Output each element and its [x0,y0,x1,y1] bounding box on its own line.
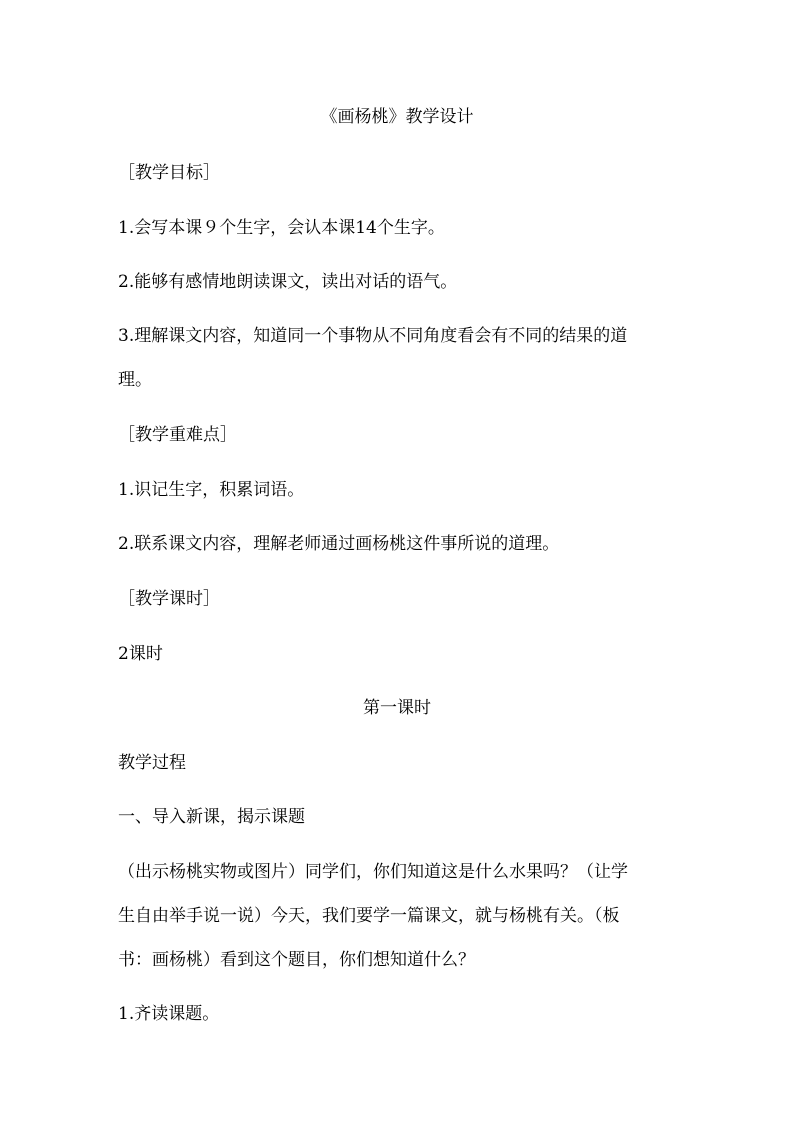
section-heading-key-points: ［教学重难点］ [118,425,237,445]
class-hours: 2课时 [118,644,163,664]
paragraph-1-line-2: 生自由举手说一说）今天，我们要学一篇课文，就与杨桃有关。（板 [118,906,620,926]
goal-item-1: 1.会写本课９个生字，会认本课14个生字。 [118,218,445,238]
goal-item-3-line-2: 理。 [118,370,152,390]
goal-item-2: 2.能够有感情地朗读课文，读出对话的语气。 [118,272,458,292]
section-heading-hours: ［教学课时］ [118,589,220,609]
paragraph-1-line-1: （出示杨桃实物或图片）同学们，你们知道这是什么水果吗？（让学 [118,862,628,882]
section-heading-goals: ［教学目标］ [118,163,220,183]
goal-item-3-line-1: 3.理解课文内容，知道同一个事物从不同角度看会有不同的结果的道 [118,326,628,346]
key-point-1: 1.识记生字，积累词语。 [118,480,305,500]
paragraph-1-line-3: 书：画杨桃）看到这个题目，你们想知道什么？ [118,950,475,970]
step-1: 1.齐读课题。 [118,1004,220,1024]
document-title: 《画杨桃》教学设计 [320,107,474,127]
process-heading: 教学过程 [118,753,186,773]
part-1-heading: 一、导入新课，揭示课题 [118,807,305,827]
lesson-heading: 第一课时 [363,698,431,718]
key-point-2: 2.联系课文内容，理解老师通过画杨桃这件事所说的道理。 [118,534,560,554]
